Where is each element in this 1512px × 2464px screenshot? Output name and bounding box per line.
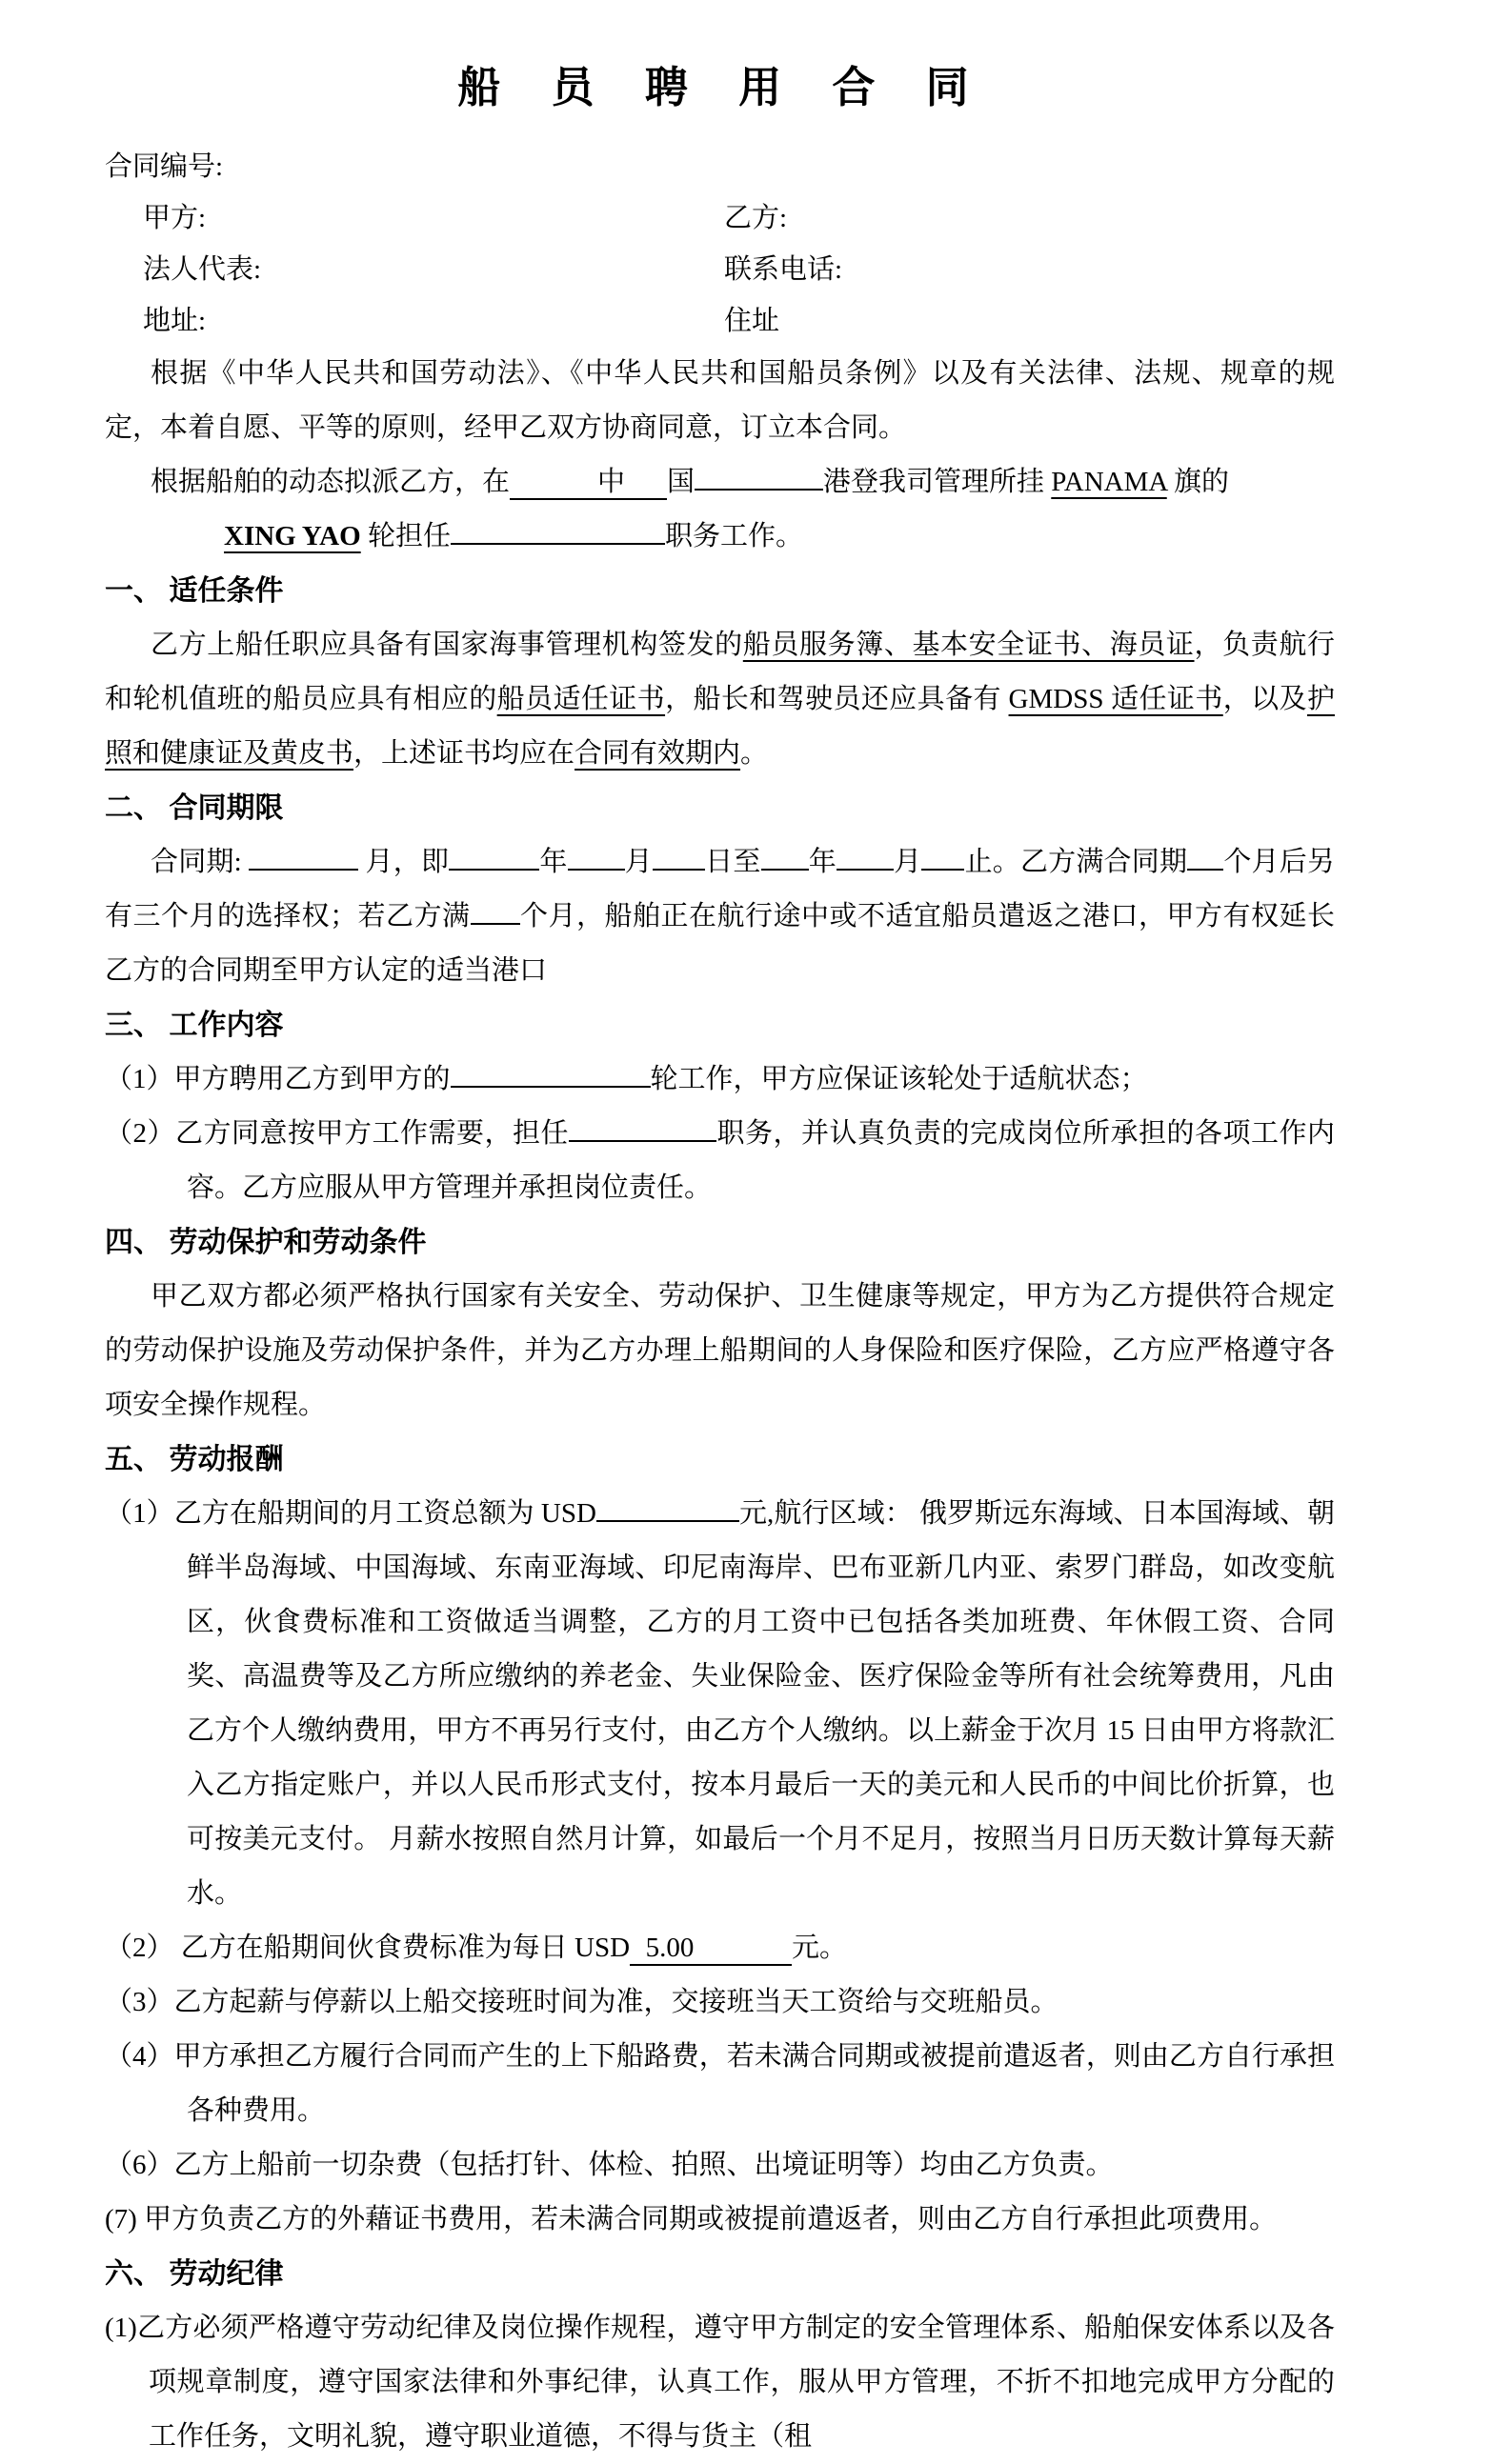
text-run: 元。 (792, 1933, 848, 1963)
parties-row (105, 192, 1335, 244)
blank-field[interactable] (695, 489, 823, 491)
section-5-item-3: （3）乙方起薪与停薪以上船交接班时间为准，交接班当天工资给与交班船员。 (105, 1987, 1058, 2017)
dispatch-paragraph-line2 (224, 510, 1335, 564)
section-5-item-6: （6）乙方上船前一切杂费（包括打针、体检、拍照、出境证明等）均由乙方负责。 (105, 2150, 1114, 2180)
section-3-item-1 (105, 1052, 1335, 1107)
text-run: ，负责航行和轮机值班的船员应具有相应的 (105, 630, 1335, 714)
blank-field[interactable] (921, 869, 964, 871)
blank-field[interactable] (451, 1086, 651, 1088)
dispatch-paragraph-line1 (105, 455, 1335, 510)
blank-field[interactable] (837, 869, 894, 871)
blank-field[interactable] (1187, 869, 1223, 871)
section-5-item-4: （4）甲方承担乙方履行合同而产生的上下船路费，若未满合同期或被提前遣返者，则由乙方自行承担各种费用。 (105, 2041, 1335, 2126)
text-run: 月，即 (358, 847, 450, 877)
text-run: 。 (740, 738, 769, 769)
section-1-heading: 一、 适任条件 (105, 575, 284, 607)
phone-label: 联系电话: (724, 254, 843, 285)
text-run: 国 (667, 467, 696, 497)
blank-field[interactable] (761, 869, 809, 871)
blank-field[interactable] (569, 1140, 716, 1142)
text-run: 旗的 (1166, 467, 1229, 497)
text-run: 合同期: (151, 847, 250, 877)
blank-field[interactable] (596, 1520, 739, 1522)
section-4-body: 甲乙双方都必须严格执行国家有关安全、劳动保护、卫生健康等规定，甲方为乙方提供符合规定的劳动保护设施及劳动保护条件，并为乙方办理上船期间的人身保险和医疗保险，乙方应严格遵守各项安全操作规程。 (105, 1281, 1335, 1420)
text-run: 年 (808, 847, 837, 877)
address-label: 地址: (143, 306, 207, 336)
blank-field[interactable] (653, 869, 705, 871)
text-run: 元,航行区域： 俄罗斯远东海域、日本国海域、朝鲜半岛海域、中国海域、东南亚海域、印尼南海岸、巴布亚新几内亚、索罗门群岛，如改变航区，伙食费标准和工资做适当调整，乙方的月工资中已包括各类加班费、年休假工资、合同奖、高温费等及乙方所应缴纳的养老金、失业保险金、医疗保险金等所有社会统筹费用，凡由乙方个人缴纳费用，甲方不再另行支付，由乙方个人缴纳。以上薪金于次月 15 日由甲方将款汇入乙方指定账户，并以人民币形式支付，按本月最后一天的美元和人民币的中间比价折算，也可按美元支付。 月薪水按照自然月计算，如最后一个月不足月，按照当月日历天数计算每天薪水。 (187, 1498, 1335, 1909)
legal-rep-row (105, 244, 1335, 295)
text-run: （2） 乙方在船期间伙食费标准为每日 USD (105, 1933, 631, 1963)
blank-field[interactable] (568, 869, 625, 871)
section-6-heading: 六、 劳动纪律 (105, 2258, 284, 2290)
text-run: （2）乙方同意按甲方工作需要，担任 (105, 1118, 569, 1149)
section-2-body (105, 835, 1335, 998)
text-run: （1）甲方聘用乙方到甲方的 (105, 1064, 451, 1094)
preamble-paragraph: 根据《中华人民共和国劳动法》、《中华人民共和国船员条例》以及有关法律、法规、规章的规定，本着自愿、平等的原则，经甲乙双方协商同意，订立本合同。 (105, 358, 1335, 443)
text-run: 职务工作。 (664, 521, 803, 551)
section-4-heading: 四、 劳动保护和劳动条件 (105, 1227, 427, 1258)
underlined-text: 船员适任证书 (496, 684, 666, 714)
underlined-text: GMDSS 适任证书 (1008, 684, 1223, 714)
text-run: 日至 (704, 847, 761, 877)
section-3-item-2 (105, 1107, 1335, 1215)
section-2-heading: 二、 合同期限 (105, 792, 284, 824)
blank-field[interactable] (249, 869, 358, 871)
underlined-text: 护照和健康证及黄皮书 (105, 684, 1335, 769)
blank-field[interactable] (449, 869, 539, 871)
text-run: 乙方上船任职应具备有国家海事管理机构签发的 (151, 630, 743, 660)
text-run: 轮工作，甲方应保证该轮处于适航状态； (650, 1064, 1148, 1094)
underlined-text: PANAMA (1051, 467, 1167, 497)
text-run: 个月后另有三个月的选择权；若乙方满 (105, 847, 1335, 932)
section-5-heading: 五、 劳动报酬 (105, 1444, 284, 1475)
underlined-text: XING YAO (224, 521, 361, 551)
text-run: 职务，并认真负责的完成岗位所承担的各项工作内容。乙方应服从甲方管理并承担岗位责任。 (187, 1118, 1335, 1203)
address-row (105, 295, 1335, 347)
blank-field[interactable] (451, 543, 665, 545)
text-run: 年 (539, 847, 568, 877)
section-5-item-7: (7) 甲方负责乙方的外藉证书费用，若未满合同期或被提前遣返者，则由乙方自行承担此项费用。 (105, 2204, 1278, 2234)
party-a-label: 甲方: (143, 203, 207, 233)
underlined-text: 合同有效期内 (575, 738, 741, 769)
blank-field[interactable]: 5.00 (630, 1932, 792, 1966)
text-run: ，船长和驾驶员还应具备有 (665, 684, 1009, 714)
text-run: ，以及 (1222, 684, 1307, 714)
text-run: 轮担任 (360, 521, 451, 551)
section-6-item-1: (1)乙方必须严格遵守劳动纪律及岗位操作规程，遵守甲方制定的安全管理体系、船舶保安体系以及各项规章制度，遵守国家法律和外事纪律，认真工作，服从甲方管理，不折不扣地完成甲方分配的工作任务，文明礼貌，遵守职业道德，不得与货主（租 (105, 2313, 1335, 2452)
underlined-text: 船员服务簿、基本安全证书、海员证 (742, 630, 1195, 660)
contract-no-label: 合同编号: (105, 151, 224, 182)
blank-field[interactable] (471, 923, 520, 925)
text-run: ，上述证书均应在 (353, 738, 575, 769)
text-run: 月 (624, 847, 653, 877)
text-run: 根据船舶的动态拟派乙方，在 (151, 467, 511, 497)
party-b-label: 乙方: (724, 203, 788, 233)
document-title: 船 员 聘 用 合 同 (457, 64, 982, 111)
section-5-item-1 (105, 1487, 1335, 1921)
section-3-heading: 三、 工作内容 (105, 1010, 284, 1041)
residence-label: 住址 (724, 306, 780, 336)
text-run: 月 (893, 847, 922, 877)
blank-field[interactable]: 中 (510, 466, 667, 500)
text-run: （1）乙方在船期间的月工资总额为 USD (105, 1498, 596, 1529)
section-5-item-2 (105, 1921, 1335, 1975)
section-1-body (105, 618, 1335, 781)
text-run: 止。乙方满合同期 (964, 847, 1188, 877)
text-run: 港登我司管理所挂 (823, 467, 1052, 497)
legal-rep-label: 法人代表: (143, 254, 262, 285)
text-run: 个月，船舶正在航行途中或不适宜船员遣返之港口，甲方有权延长乙方的合同期至甲方认定的适当港口 (105, 901, 1335, 986)
